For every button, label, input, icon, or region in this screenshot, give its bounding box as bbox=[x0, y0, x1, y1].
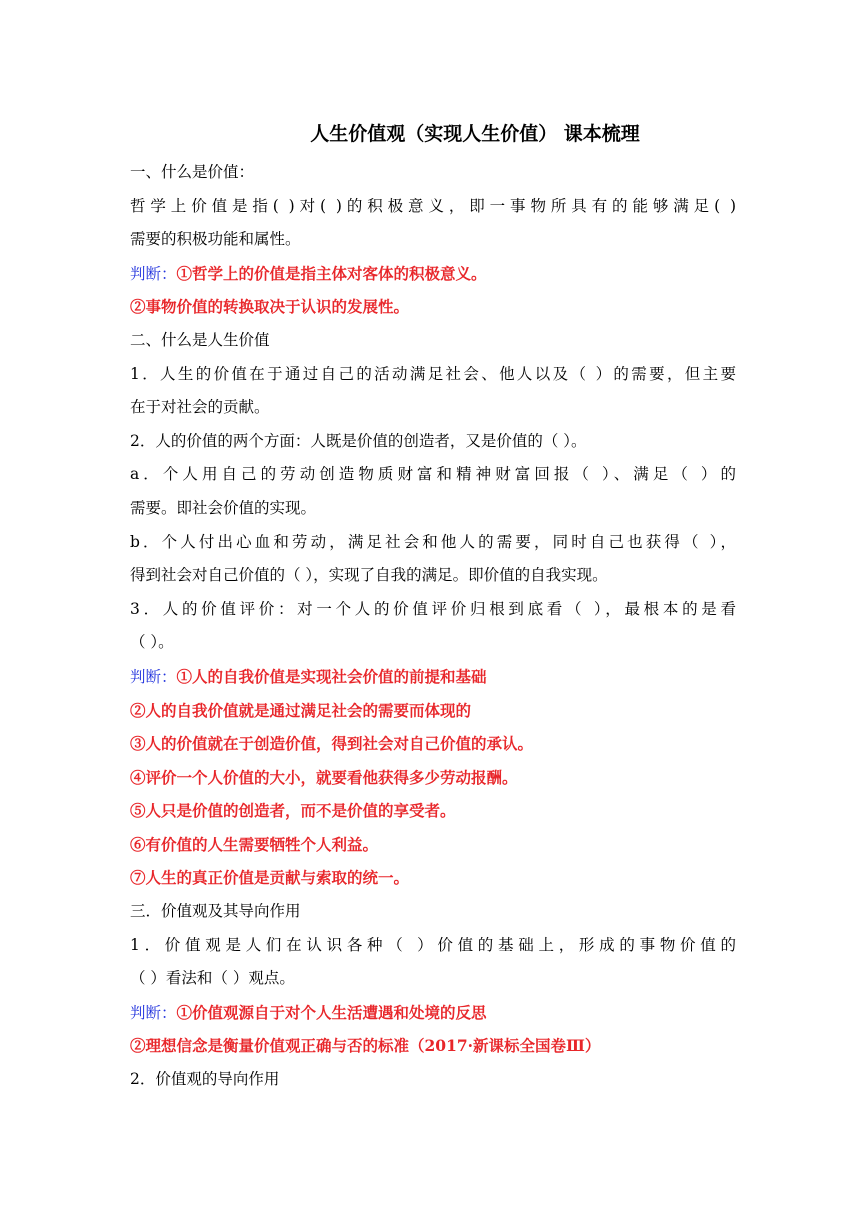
judgment-item bbox=[130, 257, 736, 291]
judgment-item: ②事物价值的转换取决于认识的发展性。 bbox=[130, 297, 410, 317]
judge-label: 判断： bbox=[130, 667, 177, 686]
judgment-text: ①哲学上的价值是指主体对客体的积极意义。 bbox=[176, 263, 487, 283]
paragraph-line: a．个人用自己的劳动创造物质财富和精神财富回报（ ）、满足（ ）的 bbox=[130, 465, 736, 484]
judgment-item bbox=[130, 996, 736, 1030]
judgment-item: ⑦人生的真正价值是贡献与索取的统一。 bbox=[130, 868, 410, 888]
judgment-item: ⑥有价值的人生需要牺牲个人利益。 bbox=[130, 834, 379, 854]
judgment-item: ③人的价值就在于创造价值，得到社会对自己价值的承认。 bbox=[130, 734, 534, 754]
judgment-item: ⑤人只是价值的创造者，而不是价值的享受者。 bbox=[130, 801, 456, 821]
paragraph-line: （ ）。 bbox=[130, 633, 174, 652]
page-title: 人生价值观（实现人生价值） 课本梳理 bbox=[310, 123, 640, 145]
paragraph-line: 哲学上价值是指( )对( )的积极意义，即一事物所具有的能够满足( ) bbox=[130, 196, 736, 215]
judgment-item: ②人的自我价值就是通过满足社会的需要而体现的 bbox=[130, 700, 472, 720]
paragraph-line: 需要的积极功能和属性。 bbox=[130, 230, 301, 249]
paragraph-line: 1．人生的价值在于通过自己的活动满足社会、他人以及（ ）的需要，但主要 bbox=[130, 364, 736, 383]
paragraph-line: 1．价值观是人们在认识各种（ ）价值的基础上，形成的事物价值的 bbox=[130, 935, 736, 954]
judgment-item: ④评价一个人价值的大小，就要看他获得多少劳动报酬。 bbox=[130, 767, 518, 787]
paragraph-line: 2．价值观的导向作用 bbox=[130, 1070, 280, 1089]
paragraph-line: b．个人付出心血和劳动，满足社会和他人的需要，同时自己也获得（ ）， bbox=[130, 532, 736, 551]
section-1-heading: 一、什么是价值： bbox=[130, 163, 255, 181]
judge-label: 判断： bbox=[130, 264, 177, 283]
paragraph-line: （ ）看法和（ ）观点。 bbox=[130, 969, 295, 988]
paragraph-line: 需要。即社会价值的实现。 bbox=[130, 498, 317, 517]
section-2-heading: 二、什么是人生价值 bbox=[130, 330, 270, 349]
judge-label: 判断： bbox=[130, 1003, 177, 1022]
judgment-text: ①价值观源自于对个人生活遭遇和处境的反思 bbox=[176, 1002, 487, 1022]
paragraph-line: 得到社会对自己价值的（ ），实现了自我的满足。即价值的自我实现。 bbox=[130, 566, 608, 585]
paragraph-line: 在于对社会的贡献。 bbox=[130, 398, 270, 417]
judgment-item bbox=[130, 660, 736, 694]
document-body bbox=[130, 156, 736, 1097]
judgment-text: ①人的自我价值是实现社会价值的前提和基础 bbox=[176, 666, 487, 686]
section-3-heading: 三．价值观及其导向作用 bbox=[130, 902, 301, 921]
paragraph-line: 3．人的价值评价：对一个人的价值评价归根到底看（ ），最根本的是看 bbox=[130, 599, 736, 618]
paragraph-line: 2．人的价值的两个方面：人既是价值的创造者，又是价值的（ ）。 bbox=[130, 431, 587, 450]
judgment-item: ②理想信念是衡量价值观正确与否的标准（2017·新课标全国卷Ⅲ） bbox=[130, 1036, 601, 1056]
